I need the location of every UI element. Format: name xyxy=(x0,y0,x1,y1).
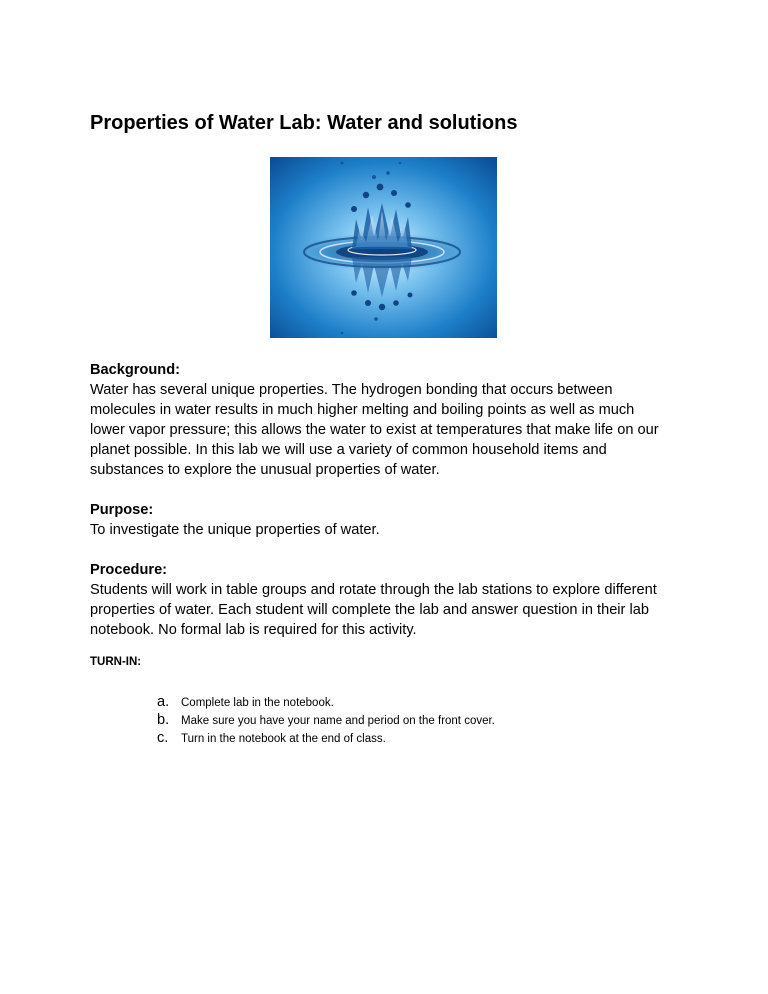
section-line: To investigate the unique properties of water. xyxy=(90,522,380,538)
section-heading: Purpose: xyxy=(90,502,154,518)
turn-in-heading: TURN-IN: xyxy=(90,656,142,668)
section-line: substances to explore the unusual properties of water. xyxy=(90,462,440,478)
section-line: planet possible. In this lab we will use a variety of common household items and xyxy=(90,442,607,458)
section-body xyxy=(90,380,690,480)
section-body xyxy=(90,580,690,640)
section-heading: Background: xyxy=(90,362,180,378)
document-title: Properties of Water Lab: Water and solutions xyxy=(90,112,518,134)
list-item-text: Turn in the notebook at the end of class. xyxy=(181,733,386,745)
section-heading: Procedure: xyxy=(90,562,168,578)
list-item xyxy=(157,711,495,729)
section-line: notebook. No formal lab is required for this activity. xyxy=(90,622,417,638)
section-body xyxy=(90,520,690,540)
list-item-text: Make sure you have your name and period on the front cover. xyxy=(181,715,495,727)
purpose-section xyxy=(90,500,690,540)
water-splash-photo xyxy=(270,157,497,338)
list-marker: a. xyxy=(157,694,170,710)
section-line: properties of water. Each student will complete the lab and answer question in their lab xyxy=(90,602,649,618)
list-marker: c. xyxy=(157,730,169,746)
water-splash-image xyxy=(270,157,497,338)
list-item xyxy=(157,693,495,711)
section-line: lower vapor pressure; this allows the water to exist at temperatures that make life on our xyxy=(90,422,659,438)
list-item-text: Complete lab in the notebook. xyxy=(181,697,334,709)
section-line: molecules in water results in much higher melting and boiling points as well as much xyxy=(90,402,635,418)
list-marker: b. xyxy=(157,712,170,728)
procedure-section xyxy=(90,560,690,640)
background-section xyxy=(90,360,690,480)
list-item xyxy=(157,729,495,747)
section-line: Water has several unique properties. The hydrogen bonding that occurs between xyxy=(90,382,613,398)
turn-in-list xyxy=(157,693,495,747)
section-line: Students will work in table groups and rotate through the lab stations to explore different xyxy=(90,582,657,598)
